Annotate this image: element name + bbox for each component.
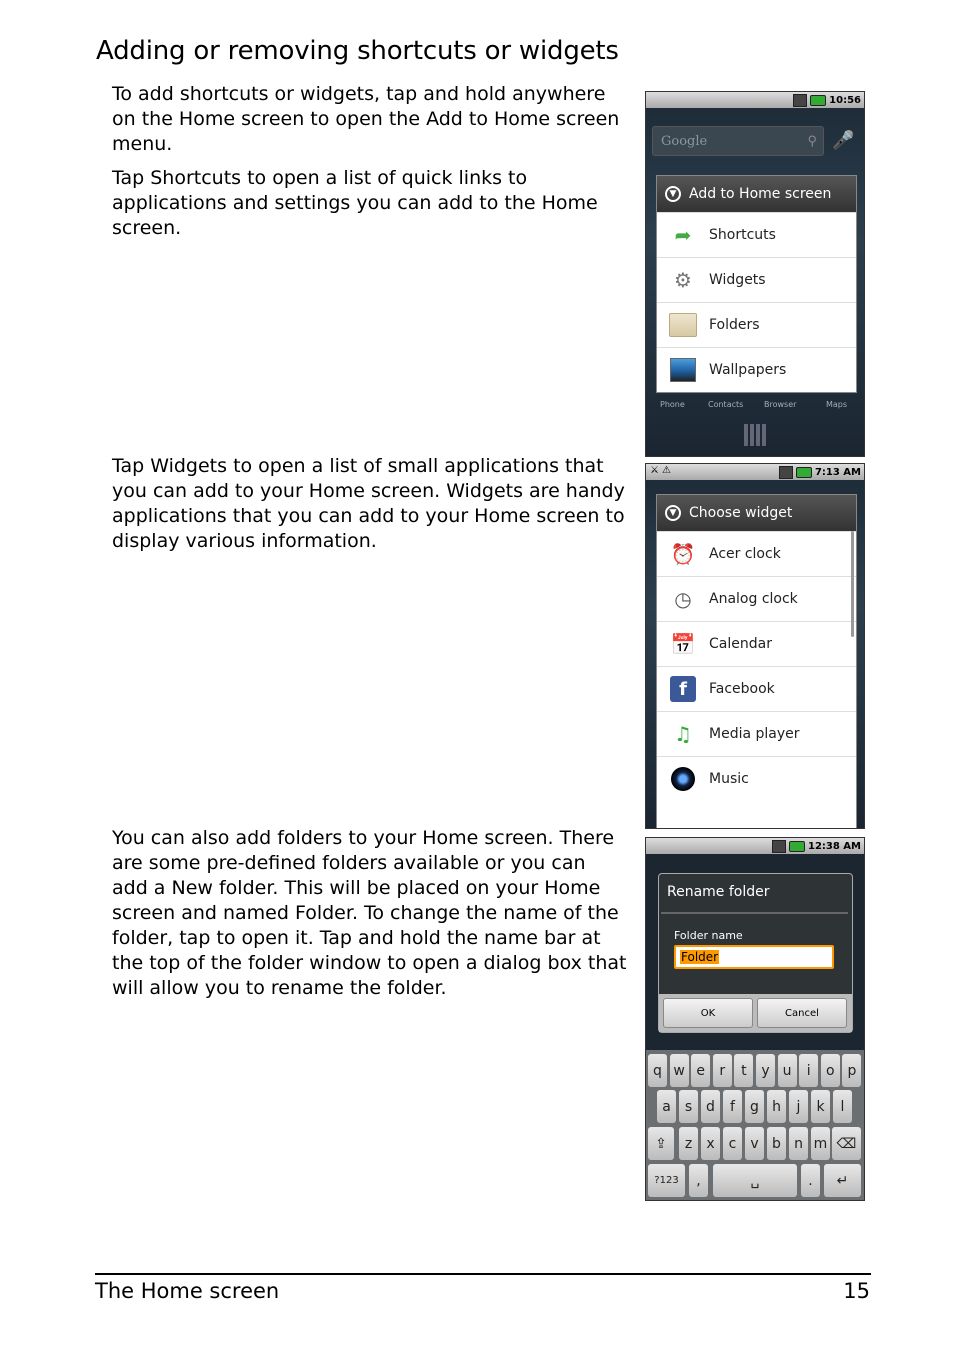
analog-clock-icon: ◷ [674, 587, 692, 611]
widgets-term: Widgets [150, 455, 228, 477]
key-c[interactable]: c [723, 1127, 742, 1160]
page-number: 15 [843, 1279, 870, 1303]
warning-icon: ⚠ [661, 465, 671, 476]
dialog-title: Rename folder [667, 884, 770, 900]
key-r[interactable]: r [713, 1054, 732, 1087]
status-bar [646, 464, 864, 480]
screenshot-add-to-home [645, 91, 865, 457]
clock-icon: ⏰ [670, 542, 696, 566]
widget-item-acer-clock[interactable]: ⏰ Acer clock [657, 531, 856, 576]
status-bar [646, 92, 864, 108]
new-folder-term: New folder [171, 877, 273, 899]
calendar-icon: 📅 [670, 632, 696, 656]
key-y[interactable]: y [756, 1054, 775, 1087]
enter-key[interactable]: ↵ [824, 1164, 861, 1197]
choose-widget-menu [656, 494, 857, 829]
key-q[interactable]: q [648, 1054, 667, 1087]
status-time: 12:38 AM [807, 840, 861, 852]
key-a[interactable]: a [657, 1090, 676, 1123]
folder-icon [669, 311, 697, 339]
widget-icon: ▼ [665, 505, 681, 521]
key-j[interactable]: j [789, 1090, 808, 1123]
widget-item-calendar[interactable]: 📅 Calendar [657, 621, 856, 666]
key-p[interactable]: p [842, 1054, 861, 1087]
dock-contacts[interactable]: Contacts [708, 400, 744, 409]
shortcuts-paragraph: Tap Shortcuts to open a list of quick links to applications and settings you can add to the Home screen. [112, 167, 598, 239]
status-time: 10:56 [829, 94, 861, 106]
footer-section: The Home screen [95, 1279, 280, 1303]
music-icon [669, 765, 697, 793]
folder-name-value: Folder [681, 950, 719, 964]
key-l[interactable]: l [833, 1090, 852, 1123]
key-s[interactable]: s [679, 1090, 698, 1123]
dock-phone[interactable]: Phone [660, 400, 685, 409]
dock-browser[interactable]: Browser [764, 400, 797, 409]
footer-divider [95, 1273, 871, 1275]
facebook-icon: f [669, 675, 697, 703]
search-bar[interactable] [652, 126, 824, 156]
widget-item-facebook[interactable]: f Facebook [657, 666, 856, 711]
key-t[interactable]: t [734, 1054, 753, 1087]
picture-icon [669, 356, 697, 384]
battery-icon [789, 841, 805, 852]
field-label: Folder name [674, 929, 743, 942]
symbols-key[interactable]: ?123 [648, 1164, 685, 1197]
search-placeholder: Google [661, 133, 708, 149]
menu-item-folders[interactable]: Folders [657, 302, 856, 347]
signal-icon [772, 840, 786, 853]
menu-item-widgets[interactable]: ⚙ Widgets [657, 257, 856, 302]
shift-key[interactable]: ⇪ [648, 1127, 674, 1160]
folder-name-input[interactable] [674, 945, 834, 969]
media-player-icon: ♫ [674, 722, 692, 746]
add-to-home-menu [656, 175, 857, 393]
space-key[interactable]: ␣ [713, 1164, 797, 1197]
menu-header [657, 176, 856, 212]
key-o[interactable]: o [821, 1054, 840, 1087]
search-icon: ⚲ [807, 133, 817, 149]
key-z[interactable]: z [679, 1127, 698, 1160]
key-w[interactable]: w [670, 1054, 689, 1087]
app-drawer-icon[interactable] [744, 424, 766, 446]
dock-maps[interactable]: Maps [826, 400, 848, 409]
key-i[interactable]: i [799, 1054, 818, 1087]
key-g[interactable]: g [745, 1090, 764, 1123]
signal-icon [793, 94, 807, 107]
widget-item-media-player[interactable]: ♫ Media player [657, 711, 856, 756]
battery-icon [810, 95, 826, 106]
key-b[interactable]: b [767, 1127, 786, 1160]
gear-icon: ⚙ [674, 268, 692, 292]
status-time: 7:13 AM [814, 466, 861, 478]
usb-icon: ⚔ [650, 465, 659, 476]
page-heading: Adding or removing shortcuts or widgets [96, 36, 619, 66]
shortcuts-term: Shortcuts [150, 167, 242, 189]
period-key[interactable]: . [801, 1164, 820, 1197]
comma-key[interactable]: , [689, 1164, 708, 1197]
arrow-icon: ➦ [674, 223, 692, 247]
widgets-paragraph: Tap Widgets to open a list of small applications that you can add to your Home screen. Widgets are handy applications that you can add to your Home screen to display various information. [112, 455, 625, 552]
screenshot-choose-widget [645, 463, 865, 829]
key-n[interactable]: n [789, 1127, 808, 1160]
menu-item-shortcuts[interactable]: ➦ Shortcuts [657, 212, 856, 257]
ok-button[interactable]: OK [663, 998, 753, 1028]
key-k[interactable]: k [811, 1090, 830, 1123]
key-f[interactable]: f [723, 1090, 742, 1123]
menu-item-wallpapers[interactable]: Wallpapers [657, 347, 856, 392]
cancel-button[interactable]: Cancel [757, 998, 847, 1028]
menu-header [657, 495, 856, 531]
key-x[interactable]: x [701, 1127, 720, 1160]
key-v[interactable]: v [745, 1127, 764, 1160]
menu-title: Add to Home screen [689, 186, 832, 202]
battery-icon [796, 467, 812, 478]
status-bar [646, 838, 864, 854]
key-m[interactable]: m [811, 1127, 830, 1160]
intro-paragraph: To add shortcuts or widgets, tap and hold anywhere on the Home screen to open the Add to Home screen menu. [112, 83, 620, 155]
widget-item-analog-clock[interactable]: ◷ Analog clock [657, 576, 856, 621]
key-u[interactable]: u [778, 1054, 797, 1087]
key-h[interactable]: h [767, 1090, 786, 1123]
widget-item-music[interactable]: Music [657, 756, 856, 801]
key-d[interactable]: d [701, 1090, 720, 1123]
rename-dialog [658, 873, 853, 1033]
menu-title: Choose widget [689, 505, 793, 521]
screenshot-rename-folder [645, 837, 865, 1201]
signal-icon [779, 466, 793, 479]
scrollbar[interactable] [851, 531, 854, 637]
delete-key[interactable]: ⌫ [832, 1127, 861, 1160]
microphone-icon[interactable]: 🎤 [832, 130, 855, 151]
add-icon: ▼ [665, 186, 681, 202]
folders-paragraph: You can also add folders to your Home screen. There are some pre-defined folders available or you can add a New folder. This will be placed on your Home screen and named Folder. To change the name of the folder, tap to open it. Tap and hold the name bar at the top of the folder window to open a dialog box that will allow you to rename the folder. [112, 827, 627, 999]
key-e[interactable]: e [691, 1054, 710, 1087]
